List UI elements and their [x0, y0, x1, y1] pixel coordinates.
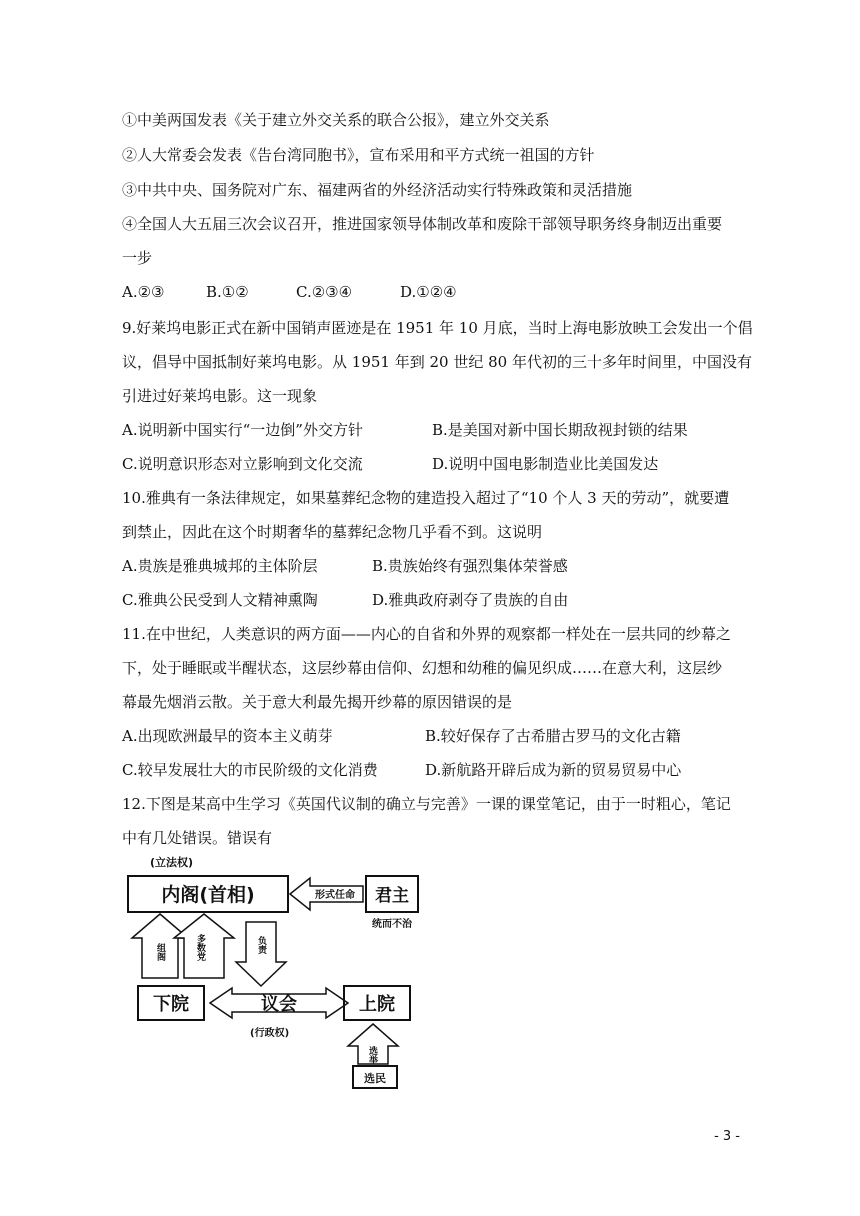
q11-option-c: C.较早发展壮大的市民阶级的文化消费: [122, 761, 378, 779]
executive-power-note: (行政权): [250, 1028, 290, 1039]
q8-option-b: B.①②: [206, 283, 249, 301]
q9-option-c: C.说明意识形态对立影响到文化交流: [122, 455, 363, 473]
q11-option-b: B.较好保存了古希腊古罗马的文化古籍: [425, 727, 681, 745]
q10-option-a: A.贵族是雅典城邦的主体阶层: [122, 557, 318, 575]
q12-stem-1: 12.下图是某高中生学习《英国代议制的确立与完善》一课的课堂笔记，由于一时粗心，笔记: [122, 795, 731, 813]
q9-option-a: A.说明新中国实行“一边倒”外交方针: [122, 421, 363, 439]
lower-house-label: 下院: [153, 994, 189, 1015]
q10-option-d: D.雅典政府剥夺了贵族的自由: [372, 591, 569, 609]
q9-stem-2: 议，倡导中国抵制好莱坞电影。从 1951 年到 20 世纪 80 年代初的三十多年时间里，中国没有: [122, 353, 752, 371]
legislative-power-note: (立法权): [150, 856, 194, 869]
q10-option-b: B.贵族始终有强烈集体荣誉感: [372, 557, 568, 575]
q9-option-d: D.说明中国电影制造业比美国发达: [432, 455, 659, 473]
responsible-arrow: [236, 922, 286, 986]
upper-house-label: 上院: [359, 994, 395, 1015]
parliament-system-diagram: [120, 850, 440, 1095]
cabinet-label: 内阁(首相): [161, 884, 255, 906]
q11-option-a: A.出现欧洲最早的资本主义萌芽: [122, 727, 333, 745]
q9-stem-3: 引进过好莱坞电影。这一现象: [122, 387, 318, 405]
monarch-label: 君主: [375, 886, 409, 906]
majority-party-label: 多数党: [195, 934, 205, 961]
responsible-label: 负责: [256, 936, 266, 954]
reign-not-rule-label: 统而不治: [372, 919, 412, 930]
q8-item-2: ②人大常委会发表《告台湾同胞书》，宣布采用和平方式统一祖国的方针: [122, 146, 595, 164]
formal-appoint-label: 形式任命: [315, 890, 355, 901]
q10-stem-2: 到禁止，因此在这个时期奢华的墓葬纪念物几乎看不到。这说明: [122, 523, 543, 541]
q11-stem-2: 下，处于睡眠或半醒状态，这层纱幕由信仰、幻想和幼稚的偏见织成……在意大利，这层纱: [122, 659, 723, 677]
q11-stem-3: 幕最先烟消云散。关于意大利最先揭开纱幕的原因错误的是: [122, 693, 513, 711]
q12-stem-2: 中有几处错误。错误有: [122, 829, 273, 847]
q8-item-4: ④全国人大五届三次会议召开，推进国家领导体制改革和废除干部领导职务终身制迈出重要: [122, 215, 723, 233]
q8-option-a: A.②③: [122, 283, 165, 301]
q9-stem-1: 9.好莱坞电影正式在新中国销声匿迹是在 1951 年 10 月底，当时上海电影放映工会发出一个倡: [122, 319, 753, 337]
q11-stem-1: 11.在中世纪，人类意识的两方面——内心的自省和外界的观察都一样处在一层共同的纱幕之: [122, 625, 731, 643]
q11-option-d: D.新航路开辟后成为新的贸易贸易中心: [425, 761, 682, 779]
elect-label: 选举: [367, 1046, 377, 1064]
q8-item-1: ①中美两国发表《关于建立外交关系的联合公报》，建立外交关系: [122, 111, 550, 129]
q8-option-c: C.②③④: [296, 283, 353, 301]
q10-stem-1: 10.雅典有一条法律规定，如果墓葬纪念物的建造投入超过了“10 个人 3 天的劳动”，就要遭: [122, 489, 730, 507]
organize-label: 组阁: [147, 943, 165, 953]
q8-item-3: ③中共中央、国务院对广东、福建两省的外经济活动实行特殊政策和灵活措施: [122, 181, 633, 199]
q10-option-c: C.雅典公民受到人文精神熏陶: [122, 591, 318, 609]
parliament-label: 议会: [261, 994, 297, 1015]
q8-option-d: D.①②④: [400, 283, 457, 301]
voters-label: 选民: [364, 1072, 386, 1085]
q9-option-b: B.是美国对新中国长期敌视封锁的结果: [432, 421, 688, 439]
q8-item-4-cont: 一步: [122, 249, 153, 267]
page-number: - 3 -: [714, 1129, 740, 1144]
